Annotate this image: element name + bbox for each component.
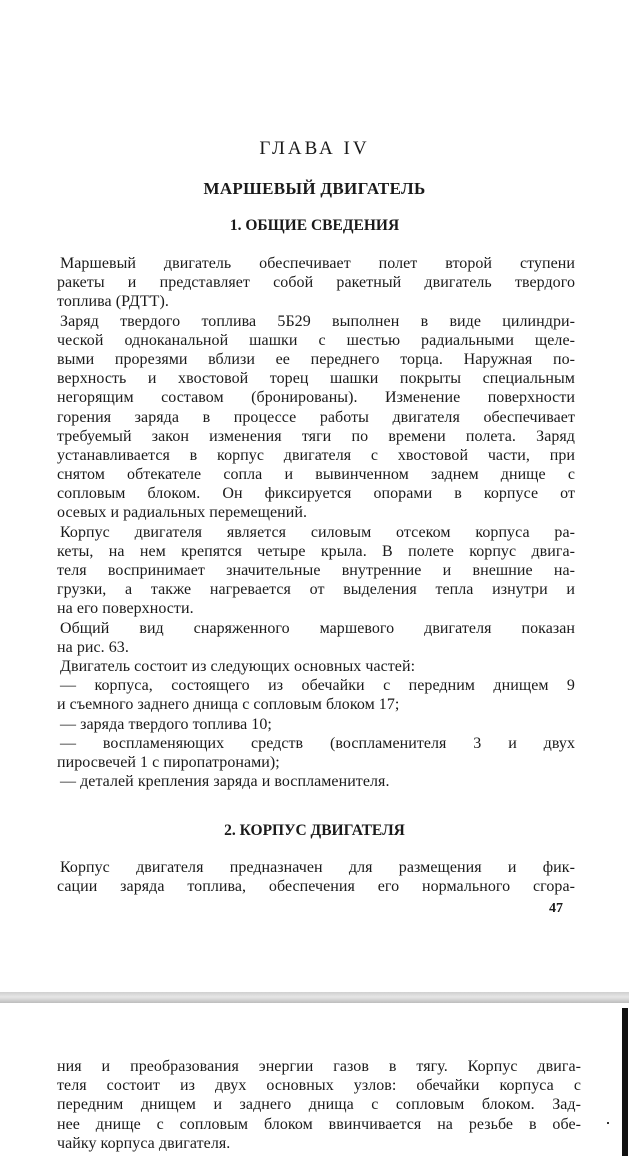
text-line: сации заряда топлива, обеспечения его нормального сгора- <box>57 878 575 896</box>
text-line: ракеты и представляет собой ракетный двигатель твердого <box>57 274 575 292</box>
text-line: выми прорезями вблизи ее переднего торца. Наружная по- <box>57 350 575 368</box>
text-line: нее днище с сопловым блоком ввинчивается на резьбе в обе- <box>57 1115 581 1133</box>
text-line: на рис. 63. <box>57 638 129 656</box>
text-line: осевых и радиальных перемещений. <box>57 504 308 522</box>
chapter-heading: ГЛАВА IV <box>259 138 370 159</box>
text-line: ческой одноканальной шашки с шестью радиальными щеле- <box>57 331 575 349</box>
page-number: 47 <box>549 901 563 916</box>
text-line: — заряда твердого топлива 10; <box>60 715 272 733</box>
page-separator <box>0 992 629 1003</box>
scan-speck <box>607 1122 609 1124</box>
text-line: верхность и хвостовой торец шашки покрыты специальным <box>57 370 575 388</box>
text-line: горения заряда в процессе работы двигателя обеспечивает <box>57 408 575 426</box>
text-line: — корпуса, состоящего из обечайки с передним днищем 9 <box>60 677 575 695</box>
text-line: теля воспринимает значительные внутренние и внешние на- <box>57 562 575 579</box>
text-line: Общий вид снаряженного маршевого двигателя показан <box>60 619 575 637</box>
text-line: кеты, на нем крепятся четыре крыла. В полете корпус двига- <box>57 542 575 560</box>
section-2-body <box>57 858 575 896</box>
text-line: теля состоит из двух основных узлов: обечайки корпуса с <box>57 1077 581 1095</box>
text-line: ния и преобразования энергии газов в тягу. Корпус двига- <box>57 1058 581 1075</box>
text-line: Маршевый двигатель обеспечивает полет второй ступени <box>60 255 575 272</box>
text-line: Двигатель состоит из следующих основных частей: <box>60 657 416 675</box>
text-line: снятом обтекателе сопла и вывинченном заднем днище с <box>57 466 575 484</box>
text-line: негорящим составом (бронированы). Изменение поверхности <box>57 389 575 407</box>
text-line: и съемного заднего днища с сопловым блоком 17; <box>57 696 400 714</box>
text-line: требуемый закон изменения тяги по времени полета. Заряд <box>57 427 575 445</box>
text-line: топлива (РДТТ). <box>57 293 169 311</box>
text-line: Заряд твердого топлива 5Б29 выполнен в виде цилиндри- <box>60 312 575 330</box>
section-1-body <box>57 254 575 791</box>
text-line: передним днищем и заднего днища с сопловым блоком. Зад- <box>57 1096 581 1114</box>
text-line: на его поверхности. <box>57 600 194 618</box>
section-1-heading: 1. ОБЩИЕ СВЕДЕНИЯ <box>229 217 400 234</box>
text-line: Корпус двигателя является силовым отсеком корпуса ра- <box>60 523 575 541</box>
text-line: — деталей крепления заряда и воспламенителя. <box>60 773 390 791</box>
text-line: чайку корпуса двигателя. <box>57 1134 231 1152</box>
text-line: Корпус двигателя предназначен для размещения и фик- <box>60 859 575 876</box>
chapter-title: МАРШЕВЫЙ ДВИГАТЕЛЬ <box>203 179 426 198</box>
scan-edge-bar <box>622 1008 628 1156</box>
text-line: сопловым блоком. Он фиксируется опорами в корпусе от <box>57 485 575 503</box>
section-2-heading: 2. КОРПУС ДВИГАТЕЛЯ <box>224 822 405 839</box>
text-line: грузки, а также нагревается от выделения тепла изнутри и <box>57 581 575 599</box>
text-line: — воспламеняющих средств (воспламенителя 3 и двух <box>60 734 575 752</box>
text-line: пиросвечей 1 с пиропатронами); <box>57 753 280 771</box>
text-line: устанавливается в корпус двигателя с хвостовой части, при <box>57 446 575 464</box>
next-page-body <box>57 1057 581 1153</box>
